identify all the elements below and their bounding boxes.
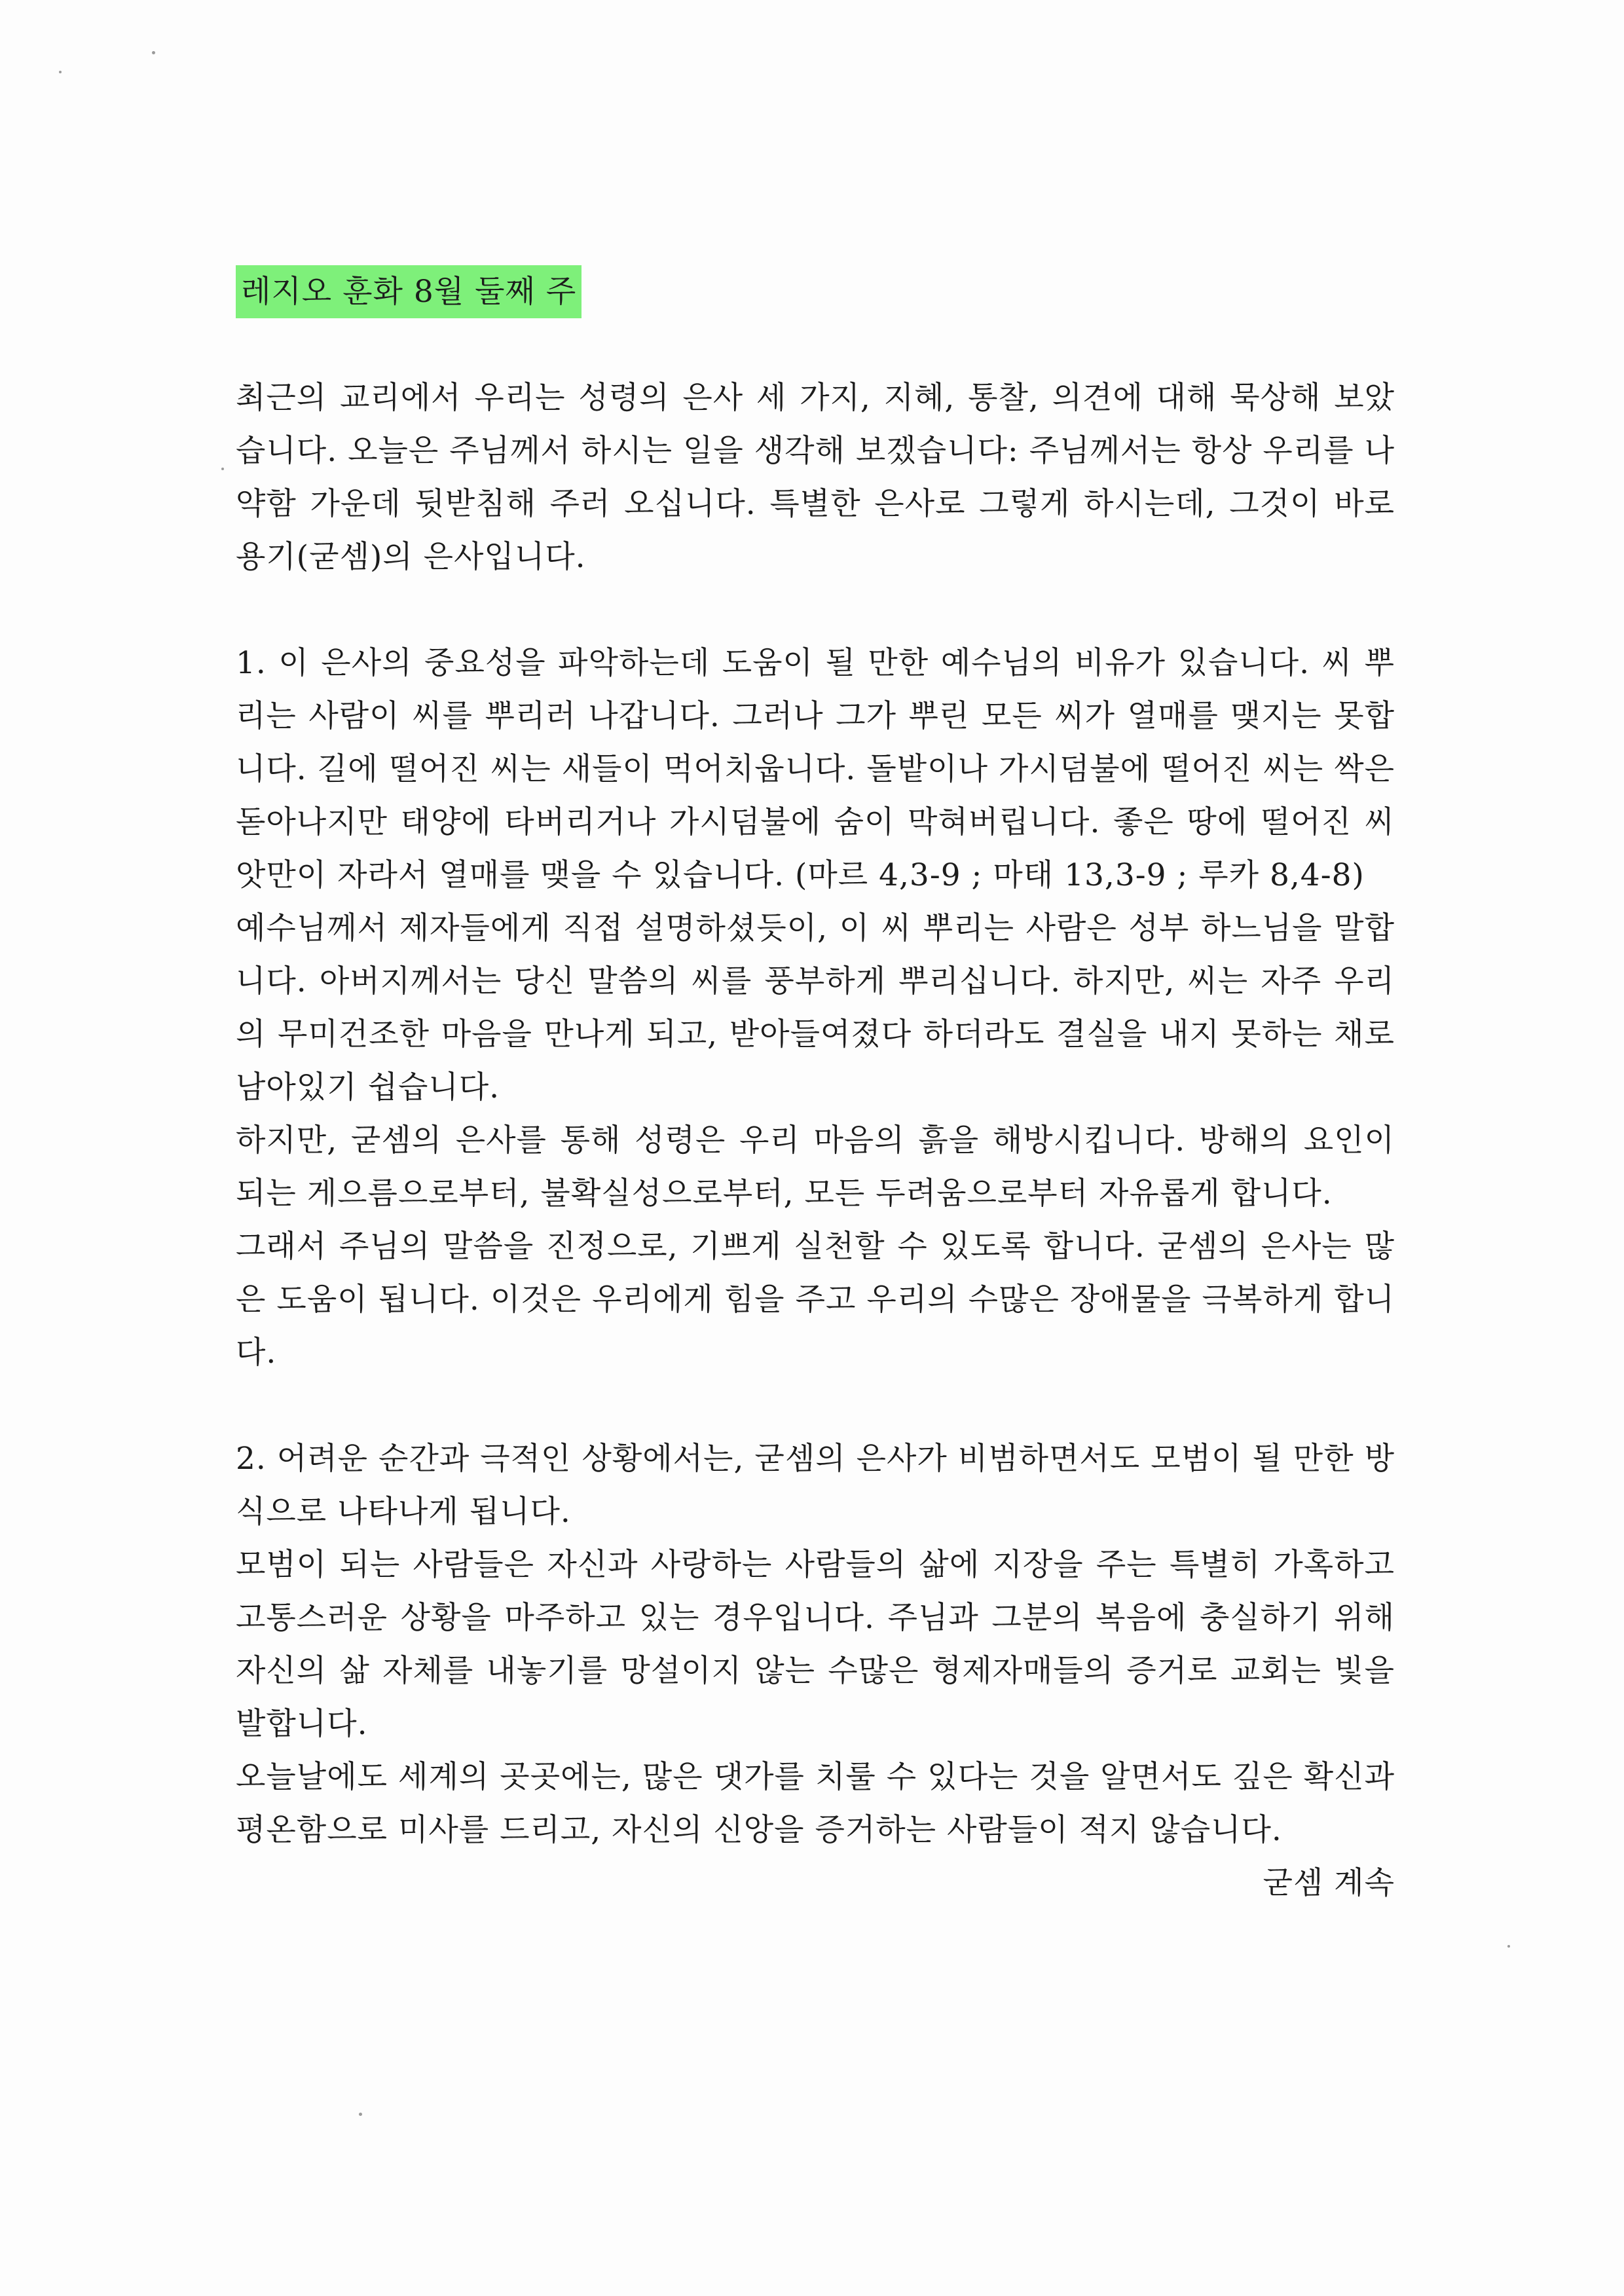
section1-paragraph-3: 하지만, 굳셈의 은사를 통해 성령은 우리 마음의 흙을 해방시킵니다. 방해의 요인이 되는 게으름으로부터, 불확실성으로부터, 모든 두려움으로부터 자유롭게 합니다. [236,1122,1395,1212]
section1-paragraph-1: 1. 이 은사의 중요성을 파악하는데 도움이 될 만한 예수님의 비유가 있습니다. 씨 뿌리는 사람이 씨를 뿌리러 나갑니다. 그러나 그가 뿌린 모든 씨가 열매를 맺지는 못합니다. 길에 떨어진 씨는 새들이 먹어치웁니다. 돌밭이나 가시덤불에 떨어진 씨는 싹은 돋아나지만 태양에 타버리거나 가시덤불에 숨이 막혀버립니다. 좋은 땅에 떨어진 씨앗만이 자라서 열매를 맺을 수 있습니다. (마르 4,3-9 ; 마태 13,3-9 ; 루카 8,4-8) [236,645,1395,893]
section1-paragraph-2: 예수님께서 제자들에게 직접 설명하셨듯이, 이 씨 뿌리는 사람은 성부 하느님을 말합니다. 아버지께서는 당신 말씀의 씨를 풍부하게 뿌리십니다. 하지만, 씨는 자주 우리의 무미건조한 마음을 만나게 되고, 받아들여졌다 하더라도 결실을 내지 못하는 채로 남아있기 쉽습니다. [236,910,1395,1105]
blank-line [236,318,1395,371]
blank-line [236,583,1395,637]
continued-note: 굳셈 계속 [1263,1865,1395,1901]
intro-paragraph: 최근의 교리에서 우리는 성령의 은사 세 가지, 지혜, 통찰, 의견에 대해 묵상해 보았습니다. 오늘은 주님께서 하시는 일을 생각해 보겠습니다: 주님께서는 항상 우리를 나약함 가운데 뒷받침해 주러 오십니다. 특별한 은사로 그렇게 하시는데, 그것이 바로 용기(굳셈)의 은사입니다. [236,380,1395,575]
section1-paragraph-4: 그래서 주님의 말씀을 진정으로, 기쁘게 실천할 수 있도록 합니다. 굳셈의 은사는 많은 도움이 됩니다. 이것은 우리에게 힘을 주고 우리의 수많은 장애물을 극복하게 합니다. [236,1229,1395,1371]
section2-paragraph-2: 모범이 되는 사람들은 자신과 사랑하는 사람들의 삶에 지장을 주는 특별히 가혹하고 고통스러운 상황을 마주하고 있는 경우입니다. 주님과 그분의 복음에 충실하기 위해 자신의 삶 자체를 내놓기를 망설이지 않는 수많은 형제자매들의 증거로 교회는 빛을 발합니다. [236,1547,1395,1742]
scan-speck [59,71,62,73]
scan-speck [221,468,224,470]
document-body [236,265,1395,1910]
scan-speck [359,2113,362,2116]
section2-paragraph-3: 오늘날에도 세계의 곳곳에는, 많은 댓가를 치룰 수 있다는 것을 알면서도 깊은 확신과 평온함으로 미사를 드리고, 자신의 신앙을 증거하는 사람들이 적지 않습니다. [236,1759,1395,1848]
scan-speck [1507,1945,1510,1948]
blank-line [236,1379,1395,1432]
section2-paragraph-1: 2. 어려운 순간과 극적인 상황에서는, 굳셈의 은사가 비범하면서도 모범이 될 만한 방식으로 나타나게 됩니다. [236,1441,1395,1530]
document-title: 레지오 훈화 8월 둘째 주 [236,265,581,318]
scan-speck [152,51,155,54]
